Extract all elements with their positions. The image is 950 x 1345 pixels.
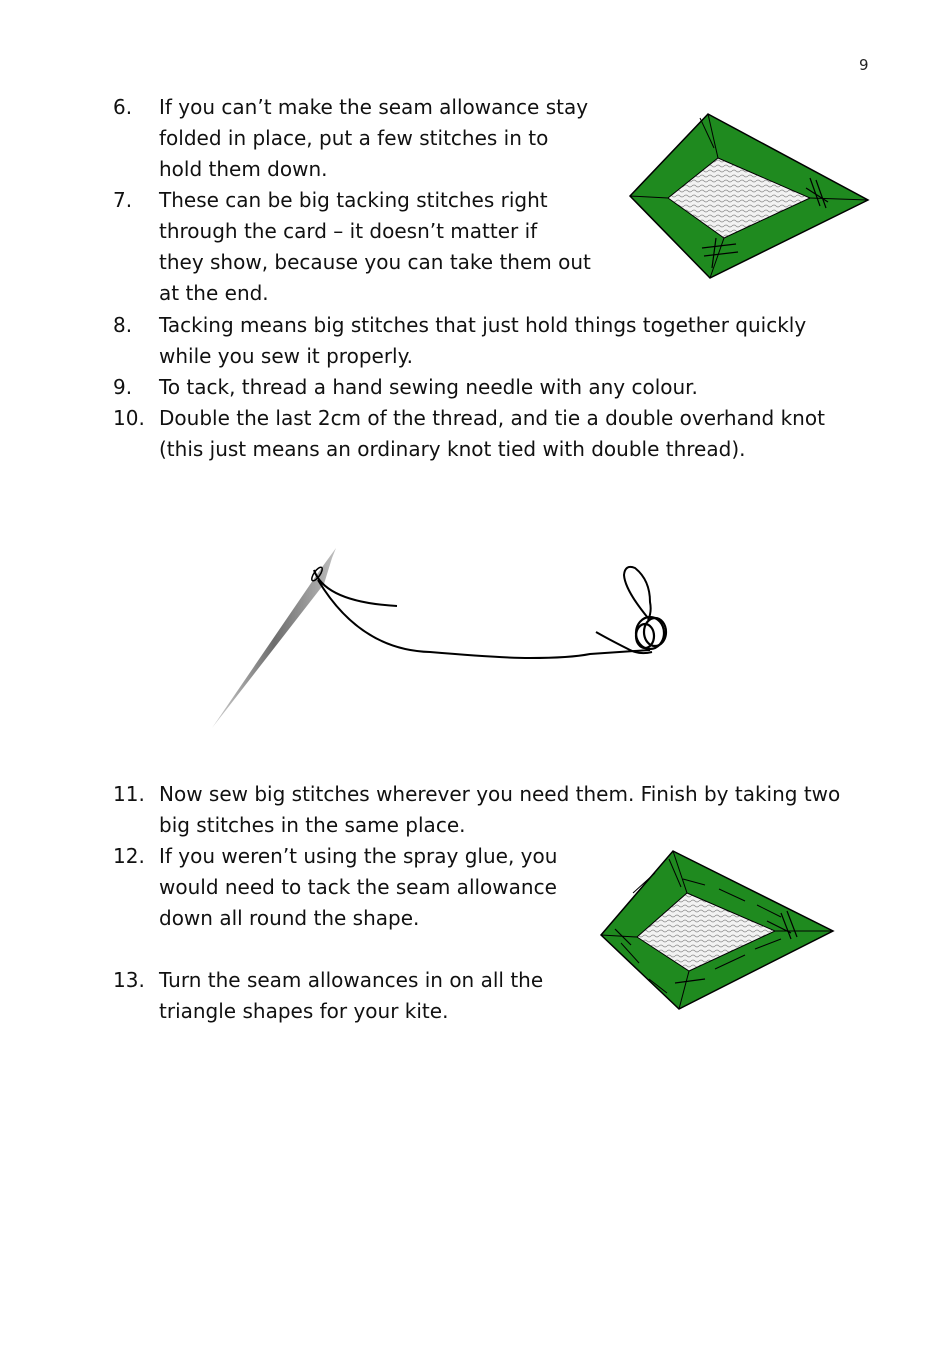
needle-and-thread-icon [200, 540, 690, 735]
step-number: 9. [113, 375, 133, 399]
step-text [159, 372, 698, 403]
step-line: If you weren’t using the spray glue, you [159, 844, 558, 868]
step-line: through the card – it doesn’t matter if [159, 219, 538, 243]
step-line: These can be big tacking stitches right [159, 188, 548, 212]
step-line: To tack, thread a hand sewing needle with any colour. [159, 375, 698, 399]
step-number: 10. [113, 406, 145, 430]
step-line: big stitches in the same place. [159, 813, 466, 837]
step-line: while you sew it properly. [159, 344, 413, 368]
step-line: Double the last 2cm of the thread, and tie a double overhand knot [159, 406, 825, 430]
step-number: 12. [113, 844, 145, 868]
step-line: Now sew big stitches wherever you need them. Finish by taking two [159, 782, 841, 806]
step-text [159, 185, 591, 309]
kite-shape-fully-tacked-icon [595, 843, 845, 1018]
kite-shape-tacked-icon [620, 108, 880, 288]
step-text [159, 92, 588, 185]
step-line: triangle shapes for your kite. [159, 999, 449, 1023]
step-number: 6. [113, 95, 133, 119]
step-text [159, 779, 840, 841]
step-number: 13. [113, 968, 145, 992]
step-line: (this just means an ordinary knot tied with double thread). [159, 437, 746, 461]
step-line: Tacking means big stitches that just hold things together quickly [159, 313, 807, 337]
step-line: would need to tack the seam allowance [159, 875, 557, 899]
step-text [159, 403, 825, 465]
step-line: Turn the seam allowances in on all the [159, 968, 544, 992]
step-text [159, 310, 806, 372]
step-line: they show, because you can take them out [159, 250, 591, 274]
step-line: hold them down. [159, 157, 328, 181]
page-number: 9 [859, 56, 869, 74]
step-number: 11. [113, 782, 145, 806]
step-number: 8. [113, 313, 133, 337]
step-number: 7. [113, 188, 133, 212]
step-line: folded in place, put a few stitches in to [159, 126, 549, 150]
step-line: at the end. [159, 281, 269, 305]
step-text [159, 965, 543, 1027]
step-line: If you can’t make the seam allowance stay [159, 95, 589, 119]
step-line: down all round the shape. [159, 906, 420, 930]
step-text [159, 841, 557, 934]
